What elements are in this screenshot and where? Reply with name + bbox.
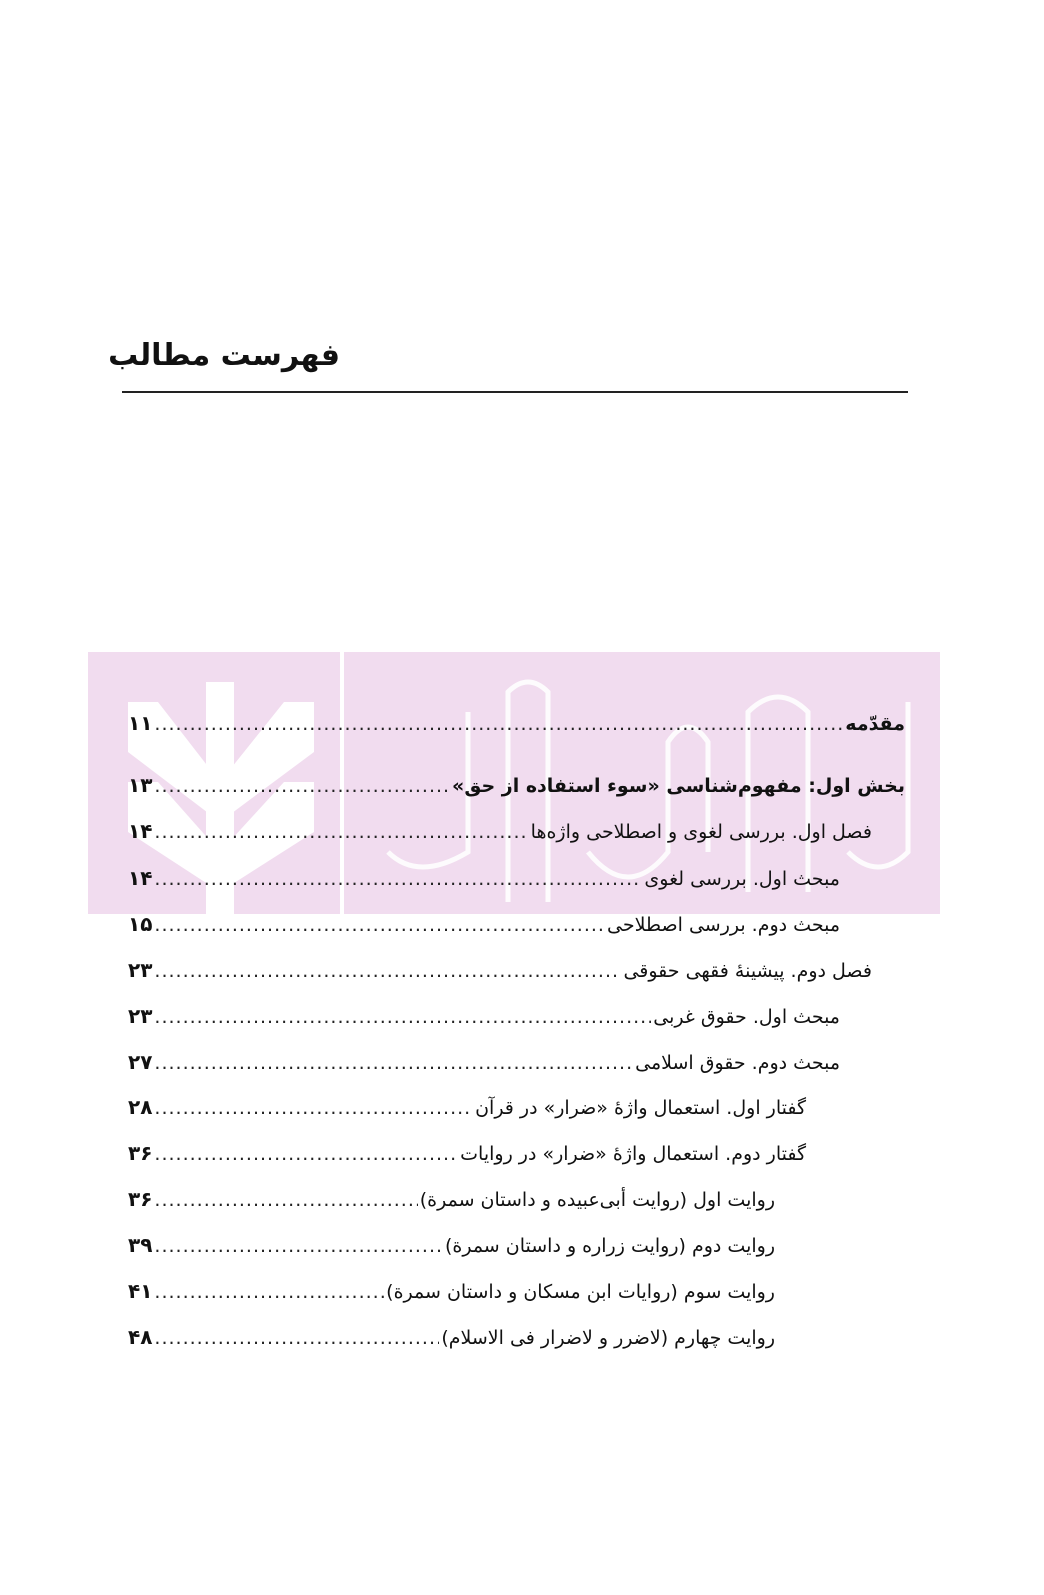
toc-entry[interactable] <box>128 819 872 853</box>
toc-page-number: ۴۱ <box>128 1279 153 1303</box>
toc-page-number: ۱۴ <box>128 819 153 843</box>
dot-leader <box>154 821 528 843</box>
toc-page-number: ۱۵ <box>128 912 153 936</box>
toc-entry[interactable] <box>128 1187 775 1221</box>
toc-entry[interactable] <box>128 958 872 992</box>
toc-page-number: ۲۳ <box>128 1004 153 1028</box>
toc-entry-label: فصل دوم. پیشینهٔ فقهی حقوقی <box>623 960 872 982</box>
toc-entry-label: روایت سوم (روایات ابن مسکان و داستان سمرة) <box>386 1281 775 1303</box>
title-underline <box>122 391 908 393</box>
dot-leader <box>154 1327 439 1349</box>
toc-entry[interactable] <box>128 773 905 807</box>
toc-page-number: ۲۷ <box>128 1050 153 1074</box>
toc-entry[interactable] <box>128 866 840 900</box>
toc-entry[interactable] <box>128 1004 840 1038</box>
toc-entry[interactable] <box>128 1233 775 1267</box>
dot-leader <box>154 914 605 936</box>
toc-entry-label: مقدّمه <box>845 713 905 735</box>
dot-leader <box>154 1143 458 1165</box>
toc-page-number: ۱۳ <box>128 773 153 797</box>
toc-entry-label: مبحث دوم. بررسی اصطلاحی <box>606 914 840 936</box>
dot-leader <box>154 775 450 797</box>
dot-leader <box>154 1235 443 1257</box>
toc-entry[interactable] <box>128 1141 806 1175</box>
toc-entry[interactable] <box>128 1325 775 1359</box>
dot-leader <box>154 1097 473 1119</box>
toc-entry[interactable] <box>128 1279 775 1313</box>
toc-entry-label: بخش اول: مفهوم‌شناسی «سوء استفاده از حق» <box>452 775 905 797</box>
dot-leader <box>154 1006 651 1028</box>
dot-leader <box>154 1052 633 1074</box>
toc-page-number: ۳۹ <box>128 1233 153 1257</box>
toc-page-number: ۲۳ <box>128 958 153 982</box>
toc-page-number: ۲۸ <box>128 1095 153 1119</box>
toc-entry[interactable] <box>128 1050 840 1084</box>
toc-entry-label: گفتار اول. استعمال واژهٔ «ضرار» در قرآن <box>475 1097 806 1119</box>
toc-entry-label: مبحث اول. حقوق غربی <box>653 1006 840 1028</box>
dot-leader <box>154 1189 417 1211</box>
dot-leader <box>154 868 642 890</box>
toc-page-number: ۱۱ <box>128 711 153 735</box>
dot-leader <box>154 713 843 735</box>
toc-page-number: ۱۴ <box>128 866 153 890</box>
toc-entry-label: روایت دوم (روایت زراره و داستان سمرة) <box>444 1235 775 1257</box>
toc-entry[interactable] <box>128 711 905 745</box>
toc-entry-label: روایت اول (روایت أبی‌عبیده و داستان سمرة) <box>419 1189 775 1211</box>
toc-entry-label: روایت چهارم (لاضرر و لاضرار فی الاسلام) <box>441 1327 775 1349</box>
toc-page-number: ۳۶ <box>128 1141 153 1165</box>
toc-entry-label: فصل اول. بررسی لغوی و اصطلاحی واژه‌ها <box>530 821 872 843</box>
toc-entry-label: مبحث اول. بررسی لغوی <box>644 868 840 890</box>
toc-entry-label: مبحث دوم. حقوق اسلامی <box>635 1052 840 1074</box>
page-title: فهرست مطالب <box>108 338 340 373</box>
toc-entry-label: گفتار دوم. استعمال واژهٔ «ضرار» در روایات <box>460 1143 806 1165</box>
toc-page-number: ۳۶ <box>128 1187 153 1211</box>
dot-leader <box>154 960 621 982</box>
dot-leader <box>154 1281 384 1303</box>
toc-page-number: ۴۸ <box>128 1325 153 1349</box>
toc-entry[interactable] <box>128 912 840 946</box>
toc-entry[interactable] <box>128 1095 806 1129</box>
